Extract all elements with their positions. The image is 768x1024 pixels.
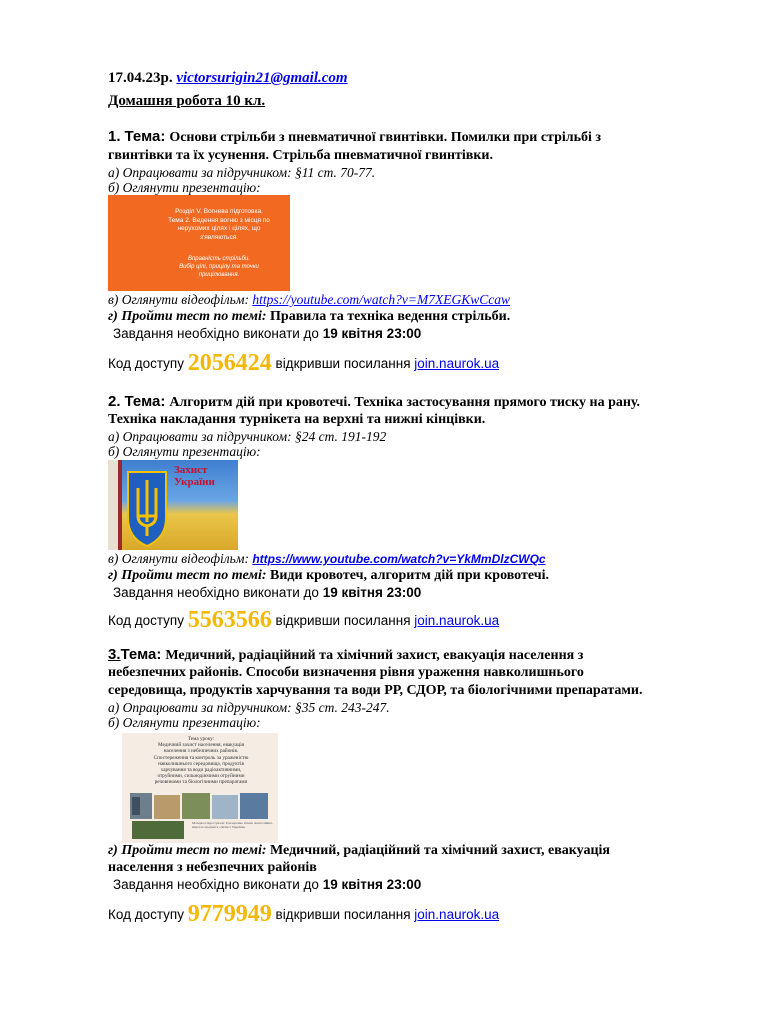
task-topic: Алгоритм дій при кровотечі. Техніка застосування прямого тиску на рану. [169, 395, 641, 410]
read-label: а) Опрацювати за підручником: [108, 700, 292, 715]
slide-line: нерухомих цілях і цілях, що [177, 225, 261, 232]
task-number: 1. [108, 128, 121, 145]
slide-line: харчування та води радіоактивними, [160, 767, 242, 774]
task-3-access [108, 899, 499, 926]
slide-text [152, 208, 286, 242]
test-topic: Правила та техніка ведення стрільби. [270, 309, 511, 324]
task-2-access [108, 605, 499, 632]
presentation-label: б) Оглянути презентацію: [108, 715, 261, 730]
video-link[interactable]: https://youtube.com/watch?v=M7XEGKwCcaw [252, 292, 511, 307]
presentation-label: б) Оглянути презентацію: [108, 444, 261, 459]
test-label: г) Пройти тест по темі: [108, 568, 267, 583]
slide-graphic [108, 460, 238, 550]
task-3-deadline [113, 877, 421, 892]
slide-line: речовинами та біологічними препаратами [154, 779, 248, 786]
naurok-link[interactable]: join.naurok.ua [414, 613, 500, 628]
task-number: 3. [108, 646, 121, 663]
code-label: Код доступу [108, 613, 184, 628]
slide-line: Розділ V. Вогнева підготовка. [175, 208, 263, 215]
open-link-label: відкривши посилання [275, 907, 411, 922]
open-link-label: відкривши посилання [275, 356, 411, 371]
slide-line: Тема уроку: [187, 736, 215, 742]
presentation-thumbnail-3[interactable] [122, 733, 278, 843]
deadline-label: Завдання необхідно виконати до [113, 877, 319, 892]
test-label: г) Пройти тест по темі: [108, 843, 267, 858]
slide-title [174, 464, 215, 488]
slide-line: навколишнього середовища, продуктів [158, 760, 244, 767]
code-label: Код доступу [108, 356, 184, 371]
task-1-video [108, 292, 510, 308]
code-label: Код доступу [108, 907, 184, 922]
slide-line: Захист [174, 464, 208, 476]
slide-line: України [174, 476, 215, 488]
photo-icon [212, 795, 238, 819]
tema-label: Тема: [124, 393, 166, 410]
video-label: в) Оглянути відеофільм: [108, 292, 249, 307]
task-topic-cont: Техніка накладання турнікета на верхні та нижні кінцівки. [108, 412, 486, 427]
video-label: в) Оглянути відеофільм: [108, 551, 249, 566]
task-2-read [108, 429, 386, 445]
open-link-label: відкривши посилання [275, 613, 411, 628]
task-topic-cont: небезпечних районів. Способи визначення рівня ураження навколишнього [108, 665, 584, 680]
video-link[interactable]: https://www.youtube.com/watch?v=YkMmDlzCWQc [252, 552, 546, 566]
task-2-video [108, 551, 546, 567]
slide-line: Медичний захист населення, евакуація [157, 742, 245, 749]
read-label: а) Опрацювати за підручником: [108, 429, 292, 444]
photo-icon [182, 793, 210, 819]
tema-label: Тема: [120, 646, 162, 663]
test-topic-cont: населення з небезпечних районів [108, 860, 317, 875]
slide-line: отруйними, сильнодіючими отруйними [157, 773, 245, 780]
photo-icon [240, 793, 268, 819]
deadline-label: Завдання необхідно виконати до [113, 585, 319, 600]
task-topic-cont: гвинтівки та їх усунення. Стрільба пневматичної гвинтівки. [108, 148, 493, 163]
task-1-read [108, 165, 375, 181]
read-value: §11 ст. 70-77. [294, 165, 376, 180]
slide-border [118, 460, 122, 550]
slide-footnote: Матеріал підготувала: Гончаренко Олена Анатоліївна, вчитель предмета «Захист України» [192, 821, 273, 830]
task-3-read [108, 700, 390, 716]
task-1-access [108, 348, 499, 375]
slide-line: населення з небезпечних районів. [163, 748, 239, 755]
slide-line: Спостереження та контроль за ураженістю [153, 754, 249, 761]
task-topic: Медичний, радіаційний та хімічний захист, евакуація населення з [165, 648, 584, 663]
task-topic-cont: середовища, продуктів харчування та води РР, СДОР, та біологічними препаратами. [108, 683, 643, 698]
slide-line: Вправність стрільби. [187, 256, 251, 262]
deadline-value: 19 квітня 23:00 [322, 877, 422, 892]
task-3-heading [108, 646, 583, 664]
test-topic: Види кровотеч, алгоритм дій при кровотечі. [270, 568, 550, 583]
read-label: а) Опрацювати за підручником: [108, 165, 292, 180]
read-value: §35 ст. 243-247. [294, 700, 390, 715]
photo-icon [132, 821, 184, 839]
header-line [108, 70, 348, 87]
slide-subtext [152, 255, 286, 279]
email-link[interactable]: victorsurigin21@gmail.com [176, 70, 348, 86]
task-1-deadline [113, 326, 421, 341]
test-label: г) Пройти тест по темі: [108, 309, 267, 324]
task-2-test [108, 568, 549, 584]
slide-line: прицілювання. [198, 272, 240, 278]
date: 17.04.23р. [108, 70, 173, 86]
deadline-label: Завдання необхідно виконати до [113, 326, 319, 341]
task-number: 2. [108, 393, 121, 410]
access-code: 5563566 [187, 607, 272, 633]
deadline-value: 19 квітня 23:00 [322, 585, 422, 600]
presentation-label: б) Оглянути презентацію: [108, 180, 261, 195]
test-topic: Медичний, радіаційний та хімічний захист, евакуація [270, 843, 610, 858]
task-2-deadline [113, 585, 421, 600]
task-2-heading [108, 393, 640, 411]
read-value: §24 ст. 191-192 [294, 429, 387, 444]
photo-icon [132, 797, 140, 815]
deadline-value: 19 квітня 23:00 [322, 326, 422, 341]
slide-line: Тема 2. Ведення вогню з місця по [168, 216, 270, 224]
naurok-link[interactable]: join.naurok.ua [414, 907, 500, 922]
page-title: Домашня робота 10 кл. [108, 93, 266, 109]
slide-line: з'являються. [199, 233, 239, 241]
task-1-heading [108, 128, 601, 146]
access-code: 9779949 [187, 901, 272, 927]
access-code: 2056424 [187, 350, 272, 376]
photo-icon [154, 795, 180, 819]
slide-border [108, 460, 118, 550]
tema-label: Тема: [124, 128, 166, 145]
slide-line: Вибір цілі, прицілу та точки [179, 264, 259, 270]
task-topic: Основи стрільби з пневматичної гвинтівки. Помилки при стрільбі з [169, 130, 602, 145]
task-3-test [108, 843, 610, 859]
presentation-thumbnail-1[interactable] [108, 195, 290, 291]
naurok-link[interactable]: join.naurok.ua [414, 356, 500, 371]
presentation-thumbnail-2[interactable] [108, 460, 238, 550]
task-1-test [108, 309, 510, 325]
